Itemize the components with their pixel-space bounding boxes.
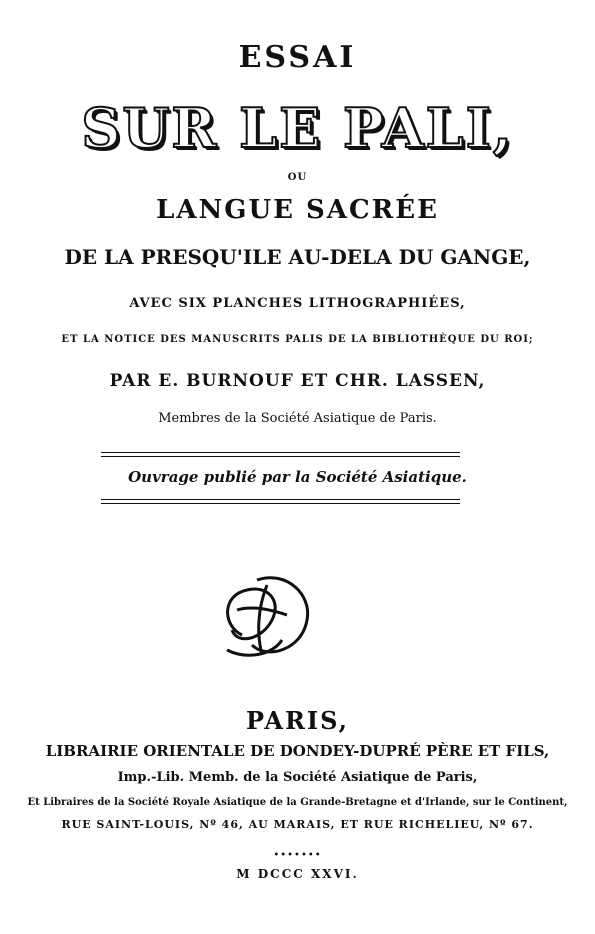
imprint-date: M DCCC XXVI.	[236, 867, 359, 881]
ornament-divider: •••••••	[273, 850, 322, 861]
membres-line: Membres de la Société Asiatique de Paris.	[158, 411, 437, 426]
imprint-libraire: LIBRAIRIE ORIENTALE DE DONDEY-DUPRÉ PÈRE ET FILS,	[45, 742, 550, 760]
title-ou: OU	[287, 172, 308, 183]
imprint-imp: Imp.-Lib. Memb. de la Société Asiatique de Paris,	[117, 770, 478, 785]
subtitle-langue: LANGUE SACRÉE	[156, 195, 439, 225]
imprint-city: PARIS,	[246, 706, 349, 735]
rule-bottom	[101, 499, 460, 504]
authors-line: PAR E. BURNOUF ET CHR. LASSEN,	[109, 371, 486, 391]
rule-top	[101, 452, 460, 457]
planches-line: AVEC SIX PLANCHES LITHOGRAPHIÉES,	[129, 296, 466, 311]
notice-line: ET LA NOTICE DES MANUSCRITS PALIS DE LA BIBLIOTHÈQUE DU ROI;	[61, 334, 534, 345]
monogram-icon	[212, 565, 322, 665]
subtitle-presqu: DE LA PRESQU'ILE AU-DELA DU GANGE,	[64, 245, 531, 269]
main-title: SUR LE PALI,	[81, 96, 514, 160]
imprint-et-libraires: Et Libraires de la Société Royale Asiatique de la Grande-Bretagne et d'Irlande, sur le Continent,	[27, 797, 568, 808]
publisher-note: Ouvrage publié par la Société Asiatique.	[128, 468, 467, 486]
title-essai: ESSAI	[238, 40, 357, 75]
imprint-address: RUE SAINT-LOUIS, Nº 46, AU MARAIS, ET RUE RICHELIEU, Nº 67.	[61, 818, 534, 831]
